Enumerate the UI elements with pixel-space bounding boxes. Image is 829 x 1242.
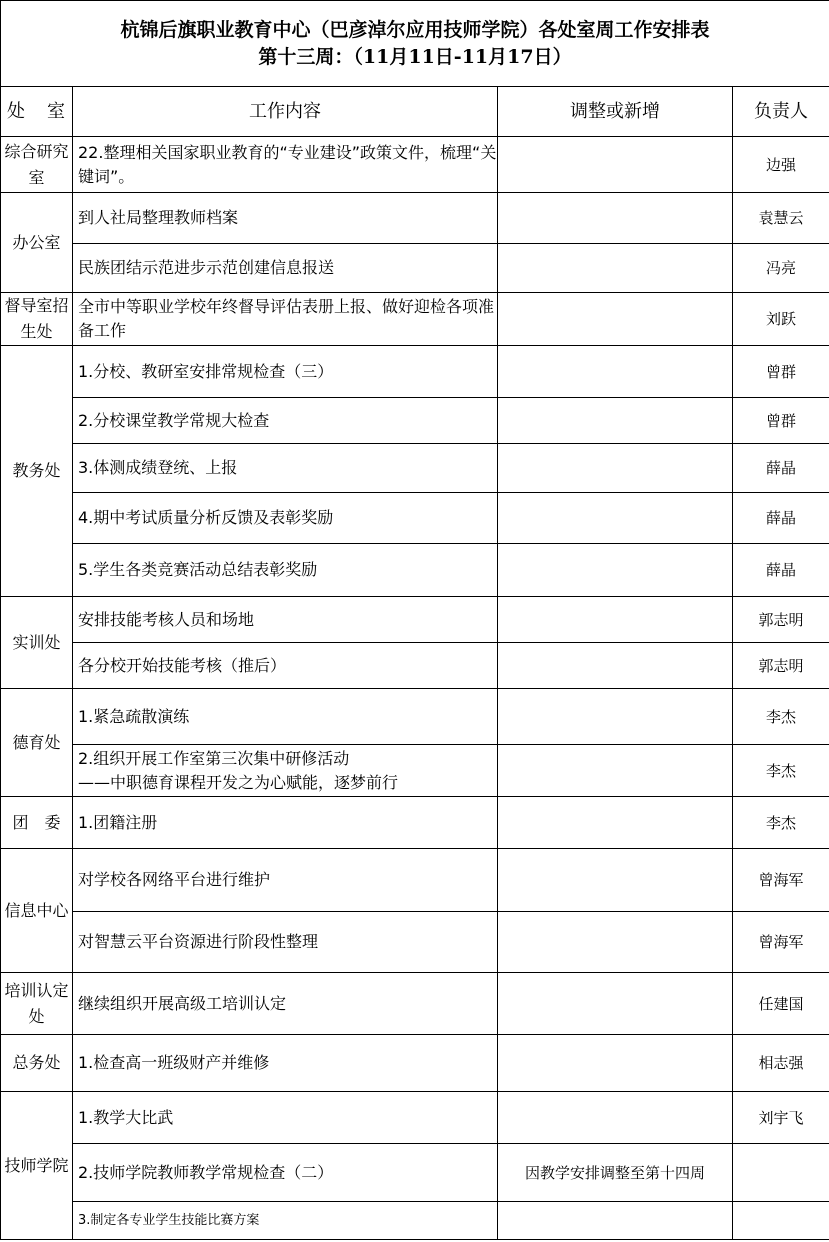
department-name: 团 委	[1, 797, 73, 849]
department-name: 德育处	[1, 689, 73, 797]
person-in-charge: 郭志明	[733, 643, 829, 689]
department-name: 办公室	[1, 193, 73, 293]
table-row	[1, 912, 829, 973]
person-in-charge: 相志强	[733, 1035, 829, 1092]
person-in-charge	[733, 1202, 829, 1240]
title-line1: 杭锦后旗职业教育中心（巴彦淖尔应用技师学院）各处室周工作安排表	[120, 18, 710, 41]
work-content: 1.检查高一班级财产并维修	[73, 1035, 498, 1092]
department-name: 督导室招生处	[1, 293, 73, 346]
table-row	[1, 1144, 829, 1202]
table-row	[1, 849, 829, 912]
adjustment	[498, 1035, 733, 1092]
table-row	[1, 1092, 829, 1144]
person-in-charge: 刘宇飞	[733, 1092, 829, 1144]
work-content: 1.紧急疏散演练	[73, 689, 498, 745]
table-row	[1, 544, 829, 597]
header-row	[1, 87, 829, 137]
adjustment	[498, 244, 733, 293]
table-row	[1, 597, 829, 643]
person-in-charge	[733, 1144, 829, 1202]
table-row	[1, 346, 829, 398]
person-in-charge: 郭志明	[733, 597, 829, 643]
header-owner: 负责人	[733, 87, 829, 137]
work-content: 对学校各网络平台进行维护	[73, 849, 498, 912]
table-row	[1, 689, 829, 745]
person-in-charge: 曾群	[733, 346, 829, 398]
header-dept: 处 室	[1, 87, 73, 137]
table-row	[1, 293, 829, 346]
adjustment	[498, 444, 733, 493]
department-name: 技师学院	[1, 1092, 73, 1240]
adjustment	[498, 193, 733, 244]
table-row	[1, 973, 829, 1035]
adjustment	[498, 597, 733, 643]
work-content: 对智慧云平台资源进行阶段性整理	[73, 912, 498, 973]
person-in-charge: 李杰	[733, 689, 829, 745]
adjustment	[498, 293, 733, 346]
work-content: 4.期中考试质量分析反馈及表彰奖励	[73, 493, 498, 544]
department-name: 信息中心	[1, 849, 73, 973]
work-content: 到人社局整理教师档案	[73, 193, 498, 244]
adjustment	[498, 689, 733, 745]
table-row	[1, 137, 829, 193]
person-in-charge: 边强	[733, 137, 829, 193]
person-in-charge: 薛晶	[733, 444, 829, 493]
adjustment	[498, 398, 733, 444]
table-row	[1, 193, 829, 244]
table-title	[1, 1, 829, 87]
adjustment	[498, 849, 733, 912]
department-name: 综合研究室	[1, 137, 73, 193]
person-in-charge: 李杰	[733, 745, 829, 797]
work-content: 1.团籍注册	[73, 797, 498, 849]
work-content: 2.分校课堂教学常规大检查	[73, 398, 498, 444]
person-in-charge: 冯亮	[733, 244, 829, 293]
work-content: 2.组织开展工作室第三次集中研修活动 ——中职德育课程开发之为心赋能，逐梦前行	[73, 745, 498, 797]
person-in-charge: 袁慧云	[733, 193, 829, 244]
table-row	[1, 398, 829, 444]
work-content: 各分校开始技能考核（推后）	[73, 643, 498, 689]
adjustment	[498, 973, 733, 1035]
department-name: 总务处	[1, 1035, 73, 1092]
work-content: 3.体测成绩登统、上报	[73, 444, 498, 493]
department-name: 实训处	[1, 597, 73, 689]
department-name: 培训认定处	[1, 973, 73, 1035]
work-content: 继续组织开展高级工培训认定	[73, 973, 498, 1035]
person-in-charge: 李杰	[733, 797, 829, 849]
adjustment	[498, 544, 733, 597]
table-row	[1, 1202, 829, 1240]
adjustment	[498, 797, 733, 849]
title-row	[1, 1, 829, 87]
adjustment	[498, 1202, 733, 1240]
adjustment	[498, 745, 733, 797]
table-row	[1, 745, 829, 797]
adjustment	[498, 346, 733, 398]
work-content: 22.整理相关国家职业教育的“专业建设”政策文件，梳理“关键词”。	[73, 137, 498, 193]
table-row	[1, 444, 829, 493]
table-row	[1, 643, 829, 689]
header-adjust: 调整或新增	[498, 87, 733, 137]
person-in-charge: 曾海军	[733, 849, 829, 912]
work-content: 民族团结示范进步示范创建信息报送	[73, 244, 498, 293]
table-row	[1, 797, 829, 849]
title-line2: 第十三周：（11月11日-11月17日）	[258, 45, 572, 68]
header-content: 工作内容	[73, 87, 498, 137]
work-content: 安排技能考核人员和场地	[73, 597, 498, 643]
person-in-charge: 任建国	[733, 973, 829, 1035]
adjustment	[498, 137, 733, 193]
person-in-charge: 薛晶	[733, 544, 829, 597]
adjustment	[498, 1092, 733, 1144]
work-content: 全市中等职业学校年终督导评估表册上报、做好迎检各项准备工作	[73, 293, 498, 346]
adjustment	[498, 493, 733, 544]
work-content: 3.制定各专业学生技能比赛方案	[73, 1202, 498, 1240]
work-content: 1.分校、教研室安排常规检查（三）	[73, 346, 498, 398]
person-in-charge: 曾群	[733, 398, 829, 444]
person-in-charge: 薛晶	[733, 493, 829, 544]
person-in-charge: 刘跃	[733, 293, 829, 346]
table-row	[1, 244, 829, 293]
adjustment	[498, 912, 733, 973]
adjustment	[498, 643, 733, 689]
work-content: 1.教学大比武	[73, 1092, 498, 1144]
table-row	[1, 493, 829, 544]
work-content: 5.学生各类竞赛活动总结表彰奖励	[73, 544, 498, 597]
table-row	[1, 1035, 829, 1092]
adjustment: 因教学安排调整至第十四周	[498, 1144, 733, 1202]
person-in-charge: 曾海军	[733, 912, 829, 973]
work-content: 2.技师学院教师教学常规检查（二）	[73, 1144, 498, 1202]
department-name: 教务处	[1, 346, 73, 597]
